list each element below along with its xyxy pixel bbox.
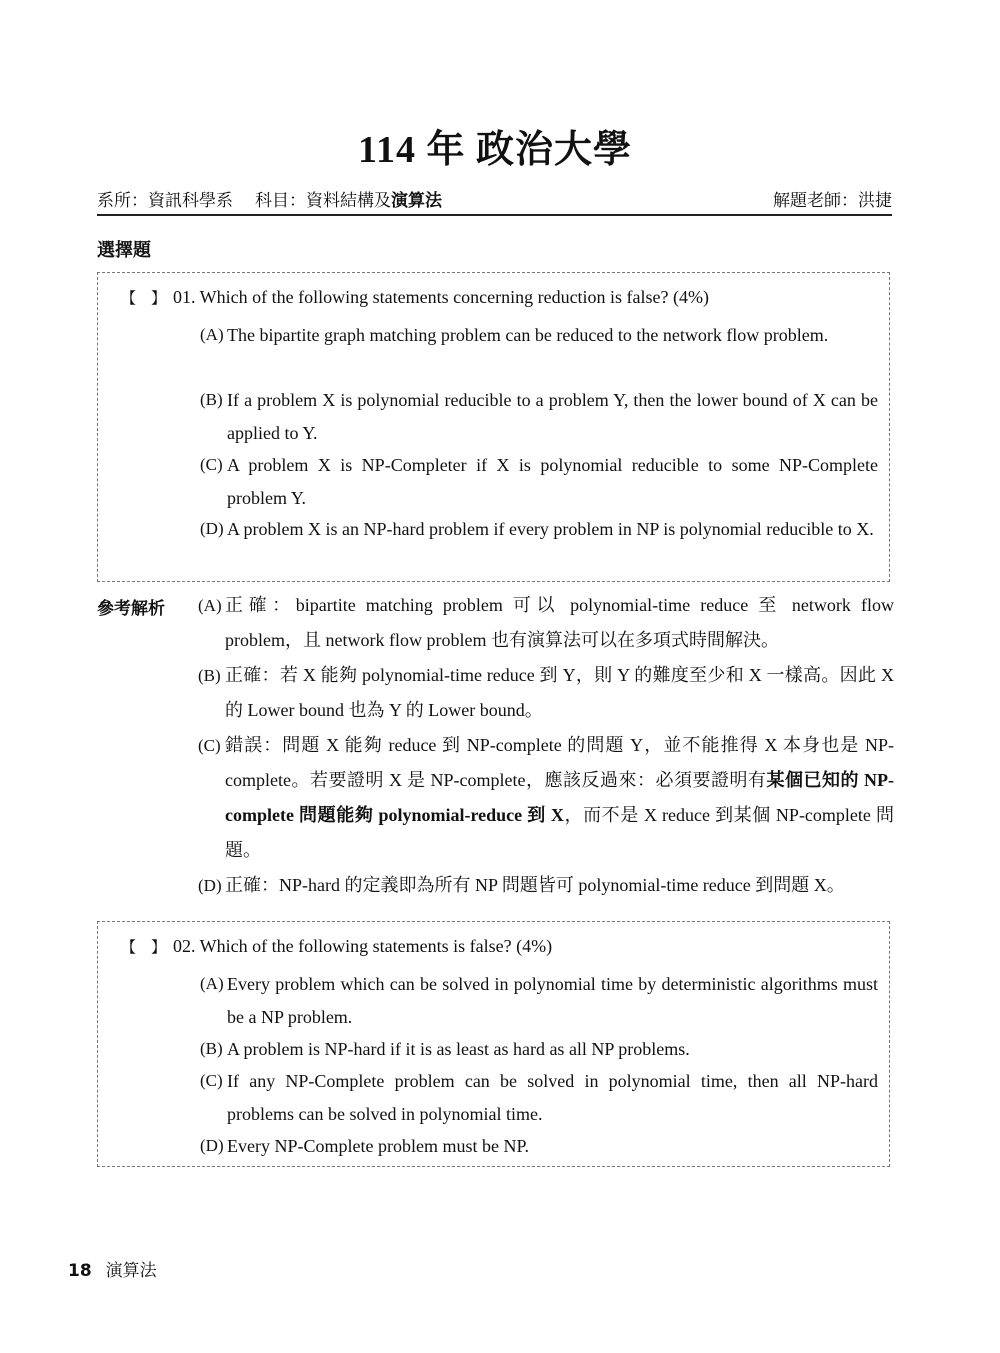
option-d [200,1130,878,1163]
page-number: 18 [68,1261,92,1281]
question-box-2 [97,921,890,1167]
option-b [200,384,878,449]
analysis-label: (A) [198,596,222,615]
option-text: Every problem which can be solved in polynomial time by deterministic algorithms must be a NP problem. [227,974,878,1027]
analysis-text: 正確：bipartite matching problem 可以 polynomial-time reduce 至 network flow problem，且 network flow problem 也有演算法可以在多項式時間解決。 [225,595,894,650]
option-text: A problem X is an NP-hard problem if every problem in NP is polynomial reducible to X. [227,519,874,539]
analysis-text-part1: 錯誤：問題 X 能夠 reduce 到 NP-complete 的問題 Y，並不能推得 X 本身也是 NP-complete。若要證明 X 是 NP-complete，應該反過來：必須要證明有 [225,735,894,790]
page-footer [68,1256,157,1281]
analysis-label: (C) [198,736,221,755]
answer-bracket: 【 】 [121,938,167,956]
question-stem [121,936,552,957]
answer-bracket: 【 】 [121,289,167,307]
option-label: (D) [200,1136,224,1155]
option-label: (B) [200,390,223,409]
question-text: 02. Which of the following statements is false? (4%) [173,936,553,956]
option-label: (A) [200,325,224,344]
option-label: (B) [200,1039,223,1058]
option-b [200,1033,878,1066]
analysis-text-bold: 某個已知的 NP-complete 問題能夠 polynomial-reduce 到 X [225,770,894,825]
option-label: (C) [200,1071,223,1090]
option-label: (C) [200,455,223,474]
analysis-c [198,728,894,868]
analysis-text-part2: ，而不是 X reduce 到某個 NP-complete 問題。 [225,805,894,860]
option-d [200,513,878,546]
analysis-b [198,658,894,728]
analysis-label: (D) [198,876,222,895]
option-text: A problem is NP-hard if it is as least as hard as all NP problems. [227,1039,690,1059]
question-box-1 [97,272,890,582]
analysis-text: 正確：若 X 能夠 polynomial-time reduce 到 Y，則 Y 的難度至少和 X 一樣高。因此 X 的 Lower bound 也為 Y 的 Lower bound。 [225,665,894,720]
subject-prefix: 科目：資料結構及 [255,191,391,211]
option-a [200,319,878,352]
answer-analysis-label: 參考解析 [97,599,165,619]
option-a [200,968,878,1033]
teacher: 解題老師：洪捷 [773,191,892,211]
book-title: 演算法 [105,1261,157,1281]
option-label: (D) [200,519,224,538]
exam-meta-left [97,186,442,211]
option-text: If any NP-Complete problem can be solved in polynomial time, then all NP-hard problems can be solved in polynomial time. [227,1071,878,1124]
analysis-label: (B) [198,666,221,685]
analysis-a [198,588,894,658]
option-c [200,449,878,514]
analysis-d [198,868,894,903]
subject [255,191,442,211]
option-label: (A) [200,974,224,993]
question-text: 01. Which of the following statements concerning reduction is false? (4%) [173,287,710,307]
page-title: 114 年 政治大學 [358,129,632,171]
option-c [200,1065,878,1130]
exam-meta-header [97,186,892,216]
option-text: The bipartite graph matching problem can be reduced to the network flow problem. [227,325,829,345]
option-text: Every NP-Complete problem must be NP. [227,1136,529,1156]
analysis-text: 正確：NP-hard 的定義即為所有 NP 問題皆可 polynomial-time reduce 到問題 X。 [225,875,845,895]
option-text: If a problem X is polynomial reducible to a problem Y, then the lower bound of X can be applied to Y. [227,390,878,443]
section-title: 選擇題 [97,240,151,261]
analysis-text [198,728,894,868]
option-text: A problem X is NP-Completer if X is polynomial reducible to some NP-Complete problem Y. [227,455,878,508]
department: 系所：資訊科學系 [97,191,233,211]
subject-bold: 演算法 [391,191,442,211]
question-stem [121,287,709,308]
